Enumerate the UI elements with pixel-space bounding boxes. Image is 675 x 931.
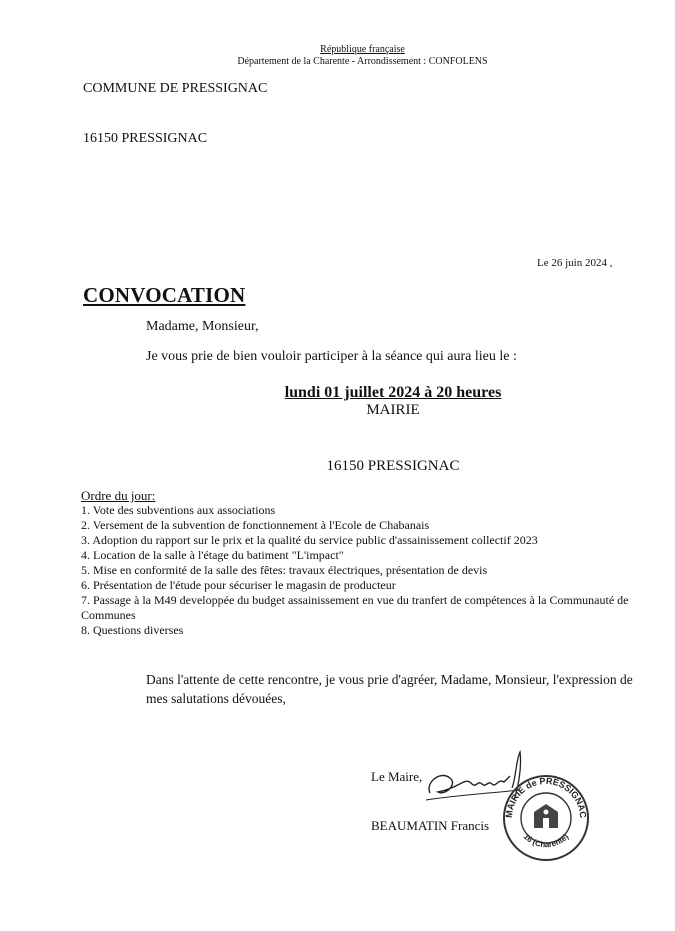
stamp-emblem [534, 804, 558, 828]
date-line: Le 26 juin 2024 , [537, 257, 613, 269]
agenda-item: 1. Vote des subventions aux associations [81, 503, 276, 517]
sender-postal-city: 16150 PRESSIGNAC [83, 131, 208, 146]
signatory-role: Le Maire, [371, 769, 423, 784]
agenda-item: 2. Versement de la subvention de fonctionnement à l'Ecole de Chabanais [81, 518, 430, 532]
mairie-stamp [500, 772, 592, 864]
closing-paragraph: Dans l'attente de cette rencontre, je vous prie d'agréer, Madame, Monsieur, l'expression de mes salutations dévouées, [146, 672, 633, 706]
meeting-place: MAIRIE [366, 402, 420, 418]
agenda-item: 3. Adoption du rapport sur le prix et la qualité du service public d'assainissement collectif 2023 [81, 533, 538, 547]
agenda-title: Ordre du jour: [81, 488, 156, 503]
intro-text: Je vous prie de bien vouloir participer à la séance qui aura lieu le : [146, 349, 517, 364]
sender-commune: COMMUNE DE PRESSIGNAC [83, 81, 268, 96]
stamp-bottom-text: 16 (Charente) [521, 832, 571, 850]
salutation: Madame, Monsieur, [146, 319, 259, 334]
signatory-name: BEAUMATIN Francis [371, 818, 490, 833]
agenda-item: 8. Questions diverses [81, 623, 184, 637]
agenda-item: 6. Présentation de l'étude pour sécuriser le magasin de producteur [81, 578, 396, 592]
agenda-item: 4. Location de la salle à l'étage du batiment "L'impact" [81, 548, 344, 562]
header-departement: Département de la Charente - Arrondissement : CONFOLENS [237, 56, 488, 67]
stamp-top-text: MAIRIE de PRESSIGNAC [503, 775, 589, 819]
agenda-list [81, 503, 641, 638]
agenda-item: 5. Mise en conformité de la salle des fêtes: travaux électriques, présentation de devis [81, 563, 488, 577]
meeting-town: 16150 PRESSIGNAC [326, 458, 460, 474]
agenda-item: 7. Passage à la M49 developpée du budget assainissement en vue du tranfert de compétences à la Communauté de Communes [81, 593, 629, 622]
document-title: CONVOCATION [83, 283, 246, 307]
meeting-datetime: lundi 01 juillet 2024 à 20 heures [284, 384, 502, 401]
svg-text:16 (Charente) [522, 832, 571, 849]
header-republique: République française [320, 44, 405, 55]
